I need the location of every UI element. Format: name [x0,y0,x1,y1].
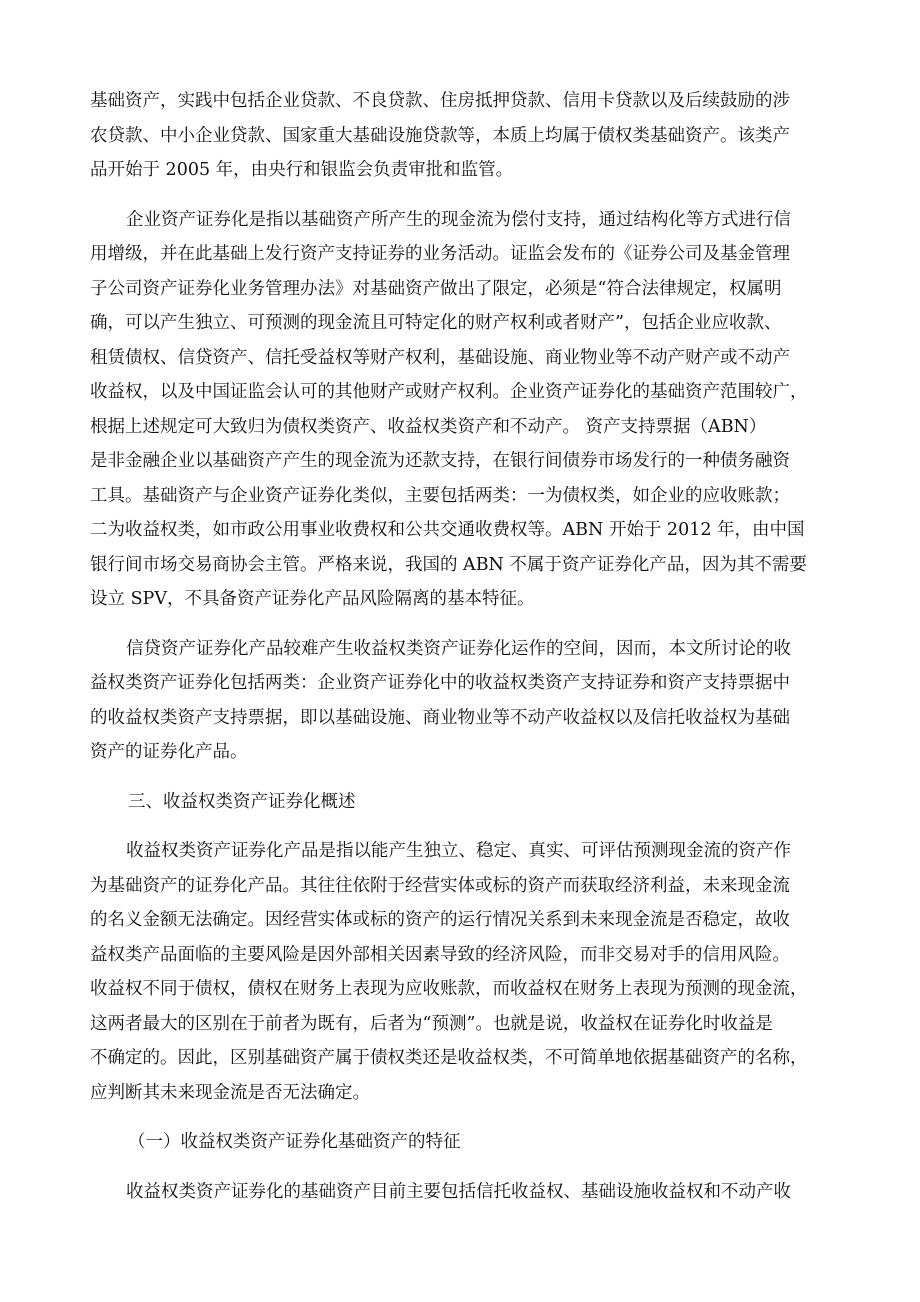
text-line: 益权类资产证券化包括两类：企业资产证券化中的收益权类资产支持证券和资产支持票据中 [90,673,790,693]
section-heading: 三、收益权类资产证券化概述 [128,791,356,812]
text-line: 二为收益权类，如市政公用事业收费权和公共交通收费权等。ABN 开始于 2012 年，由中国 [90,520,805,540]
text-line: 根据上述规定可大致归为债权类资产、收益权类资产和不动产。 资产支持票据（ABN） [90,416,767,437]
text-line: 品开始于 2005 年，由央行和银监会负责审批和监管。 [90,160,514,180]
text-line: 收益权不同于债权，债权在财务上表现为应收账款，而收益权在财务上表现为预测的现金流， [90,979,808,999]
text-line: 企业资产证券化是指以基础资产所产生的现金流为偿付支持，通过结构化等方式进行信 [126,209,791,230]
document-page [90,84,838,1209]
text-line: 是非金融企业以基础资产产生的现金流为还款支持，在银行间债券市场发行的一种债务融资 [90,451,790,471]
paragraph-5 [90,1175,838,1210]
text-line: 应判断其未来现金流是否无法确定。 [90,1082,370,1103]
text-line: 子公司资产证券化业务管理办法》对基础资产做出了限定，必须是“符合法律规定，权属明 [90,278,782,299]
text-line: 农贷款、中小企业贷款、国家重大基础设施贷款等，本质上均属于债权类基础资产。该类产 [90,125,790,146]
text-line: 基础资产，实践中包括企业贷款、不良贷款、住房抵押贷款、信用卡贷款以及后续鼓励的涉 [90,91,790,111]
subsection-heading: （一）收益权类资产证券化基础资产的特征 [128,1132,461,1152]
text-line: 用增级，并在此基础上发行资产支持证券的业务活动。证监会发布的《证券公司及基金管理 [90,244,790,264]
text-line: 确，可以产生独立、可预测的现金流且可特定化的财产权利或者财产”，包括企业应收款、 [90,313,782,333]
text-line: 资产的证券化产品。 [90,742,248,762]
paragraph-3 [90,632,838,770]
text-line: 收益权类资产证券化产品是指以能产生独立、稳定、真实、可评估预测现金流的资产作 [126,841,791,861]
text-line: 设立 SPV，不具备资产证券化产品风险隔离的基本特征。 [90,589,535,609]
text-line: 收益权，以及中国证监会认可的其他财产或财产权利。企业资产证券化的基础资产范围较广， [90,382,808,402]
text-line: 银行间市场交易商协会主管。严格来说，我国的 ABN 不属于资产证券化产品，因为其不需要 [90,554,807,575]
paragraph-1 [90,84,838,188]
text-line: 收益权类资产证券化的基础资产目前主要包括信托收益权、基础设施收益权和不动产收 [126,1181,791,1202]
text-line: 为基础资产的证券化产品。其往往依附于经营实体或标的资产而获取经济利益，未来现金流 [90,875,790,896]
text-line: 信贷资产证券化产品较难产生收益权类资产证券化运作的空间，因而，本文所讨论的收 [126,638,791,659]
paragraph-2 [90,203,838,617]
text-line: 租赁债权、信贷资产、信托受益权等财产权利，基础设施、商业物业等不动产财产或不动产 [90,347,790,368]
text-line: 这两者最大的区别在于前者为既有，后者为“预测”。也就是说，收益权在证券化时收益是 [90,1013,773,1034]
text-line: 工具。基础资产与企业资产证券化类似，主要包括两类：一为债权类，如企业的应收账款； [90,485,790,506]
text-line: 益权类产品面临的主要风险是因外部相关因素导致的经济风险，而非交易对手的信用风险。 [90,944,790,965]
text-line: 的名义金额无法确定。因经营实体或标的资产的运行情况关系到未来现金流是否稳定，故收 [90,910,790,930]
text-line: 不确定的。因此，区别基础资产属于债权类还是收益权类，不可简单地依据基础资产的名称， [90,1048,808,1068]
text-line: 的收益权类资产支持票据，即以基础设施、商业物业等不动产收益权以及信托收益权为基础 [90,707,790,728]
paragraph-4 [90,834,838,1110]
